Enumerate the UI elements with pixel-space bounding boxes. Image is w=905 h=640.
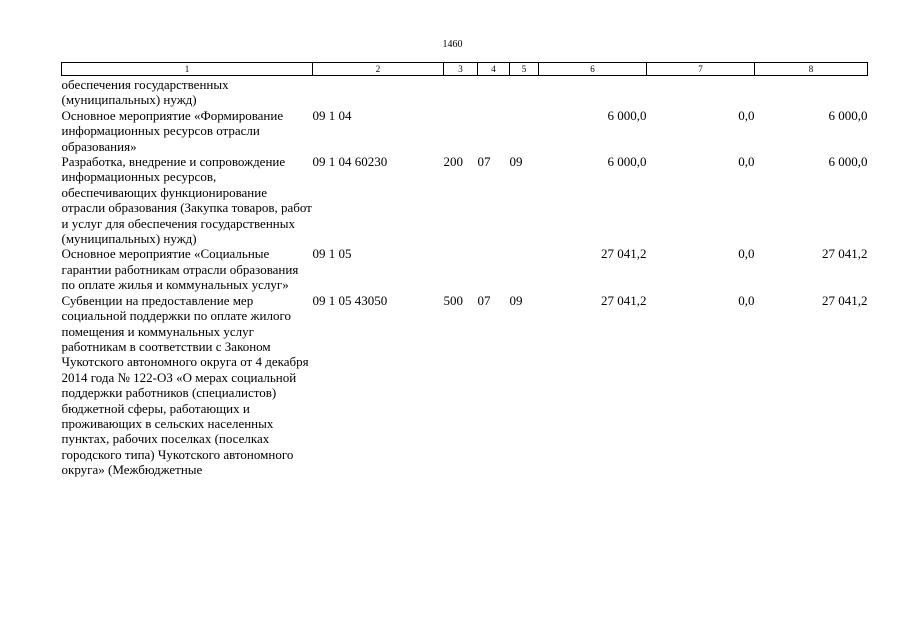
row-value-7	[647, 76, 755, 108]
row-value-7: 0,0	[738, 292, 755, 308]
row-name: обеспечения государственных (муниципальных) нужд)	[61, 77, 229, 108]
row-rz	[478, 108, 510, 154]
row-vr: 500	[443, 292, 463, 308]
row-rz: 07	[477, 292, 491, 308]
column-header-5: 5	[510, 63, 539, 76]
row-name: Основное мероприятие «Формирование информационных ресурсов отрасли образования»	[61, 107, 284, 154]
row-pr	[510, 76, 539, 108]
row-value-6: 6 000,0	[607, 154, 647, 170]
row-name: Субвенции на предоставление мер социальной поддержки по оплате жилого помещения и коммунальных услуг работникам в соответствии с Законом Чукотского автономного округа от 4 декабря 2014 года № 122-ОЗ «О мерах социальной поддержки работников (специалистов) бюджетной сферы, работающих и проживающих в сельских населенных пунктах, рабочих поселках (поселках городского типа) Чукотского автономного округа» (Межбюджетные	[61, 292, 309, 478]
row-value-8: 27 041,2	[822, 292, 868, 308]
row-pr	[510, 246, 539, 292]
page-number: 1460	[442, 39, 463, 50]
table-row	[62, 108, 868, 154]
column-header-6: 6	[539, 63, 647, 76]
column-header-7: 7	[647, 63, 755, 76]
column-header-8: 8	[755, 63, 868, 76]
row-value-6: 6 000,0	[607, 107, 647, 123]
row-code: 09 1 05 43050	[312, 292, 388, 308]
row-rz	[478, 76, 510, 108]
row-code: 09 1 05	[312, 246, 352, 262]
row-value-6	[539, 76, 647, 108]
row-pr: 09	[509, 292, 523, 308]
table-row	[62, 293, 868, 478]
row-value-7: 0,0	[738, 154, 755, 170]
row-rz	[478, 246, 510, 292]
row-vr	[444, 246, 478, 292]
row-code: 09 1 04	[312, 107, 352, 123]
row-name: Основное мероприятие «Социальные гарантии работникам отрасли образования по оплате жилья и коммунальных услуг»	[61, 246, 299, 293]
column-header-3: 3	[444, 63, 478, 76]
row-value-6: 27 041,2	[601, 292, 647, 308]
row-code: 09 1 04 60230	[312, 154, 388, 170]
column-header-2: 2	[313, 63, 444, 76]
row-pr: 09	[509, 154, 523, 170]
row-value-8: 6 000,0	[828, 154, 868, 170]
row-pr	[510, 108, 539, 154]
row-code	[313, 76, 444, 108]
table-row	[62, 154, 868, 246]
row-rz: 07	[477, 154, 491, 170]
row-vr: 200	[443, 154, 463, 170]
row-value-8	[755, 76, 868, 108]
row-vr	[444, 108, 478, 154]
row-vr	[444, 76, 478, 108]
row-name: Разработка, внедрение и сопровождение информационных ресурсов, обеспечивающих функционирование отрасли образования (Закупка товаров, работ и услуг для обеспечения государственных (муниципальных) нужд)	[61, 154, 312, 247]
table-row	[62, 76, 868, 108]
row-value-7: 0,0	[738, 107, 755, 123]
column-header-4: 4	[478, 63, 510, 76]
column-number-header	[62, 63, 868, 76]
budget-table	[61, 62, 868, 478]
row-value-8: 6 000,0	[828, 107, 868, 123]
column-header-1: 1	[62, 63, 313, 76]
row-value-7: 0,0	[738, 246, 755, 262]
row-value-6: 27 041,2	[601, 246, 647, 262]
row-value-8: 27 041,2	[822, 246, 868, 262]
table-row	[62, 246, 868, 292]
